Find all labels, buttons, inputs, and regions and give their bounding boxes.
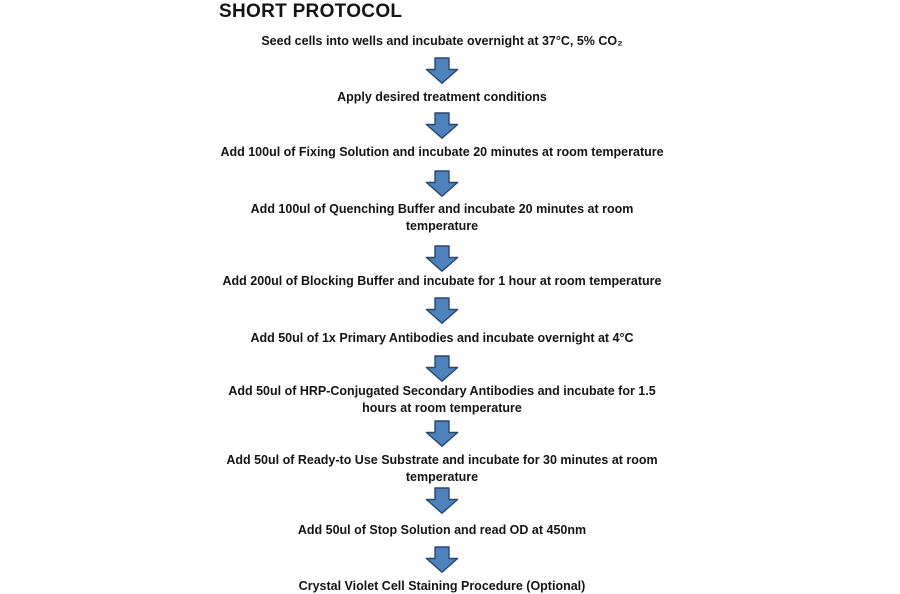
down-arrow-icon — [425, 420, 459, 447]
protocol-step-text: Add 100ul of Quenching Buffer and incubate 20 minutes at room temperature — [250, 202, 634, 233]
protocol-step-text: Add 50ul of Ready-to Use Substrate and incubate for 30 minutes at room temperature — [226, 453, 658, 484]
protocol-step-6 — [0, 330, 884, 347]
protocol-step-text: Apply desired treatment conditions — [337, 90, 547, 104]
protocol-step-7 — [0, 383, 884, 416]
protocol-step-text: Add 50ul of 1x Primary Antibodies and incubate overnight at 4°C — [250, 331, 634, 345]
protocol-step-10 — [0, 578, 884, 594]
down-arrow-icon — [425, 245, 459, 272]
protocol-step-text: Add 50ul of Stop Solution and read OD at 450nm — [297, 523, 587, 537]
protocol-step-2 — [0, 89, 884, 106]
protocol-step-5 — [0, 273, 884, 290]
down-arrow-icon — [425, 546, 459, 573]
diagram-title: SHORT PROTOCOL — [219, 1, 403, 22]
protocol-step-text: Add 200ul of Blocking Buffer and incubate for 1 hour at room temperature — [222, 274, 662, 288]
down-arrow-icon — [425, 355, 459, 382]
down-arrow-icon — [425, 487, 459, 514]
down-arrow-icon — [425, 170, 459, 197]
protocol-step-9 — [0, 522, 884, 539]
protocol-step-text: Seed cells into wells and incubate overnight at 37°C, 5% CO₂ — [261, 34, 623, 48]
down-arrow-icon — [425, 297, 459, 324]
protocol-step-1 — [0, 33, 884, 50]
protocol-step-text: Add 100ul of Fixing Solution and incubate 20 minutes at room temperature — [220, 145, 664, 159]
protocol-step-text: Crystal Violet Cell Staining Procedure (Optional) — [298, 579, 586, 593]
protocol-step-3 — [0, 144, 884, 161]
protocol-step-text: Add 50ul of HRP-Conjugated Secondary Antibodies and incubate for 1.5 hours at room temperature — [228, 384, 656, 415]
protocol-step-8 — [0, 452, 884, 485]
down-arrow-icon — [425, 112, 459, 139]
protocol-step-4 — [0, 201, 884, 234]
down-arrow-icon — [425, 57, 459, 84]
